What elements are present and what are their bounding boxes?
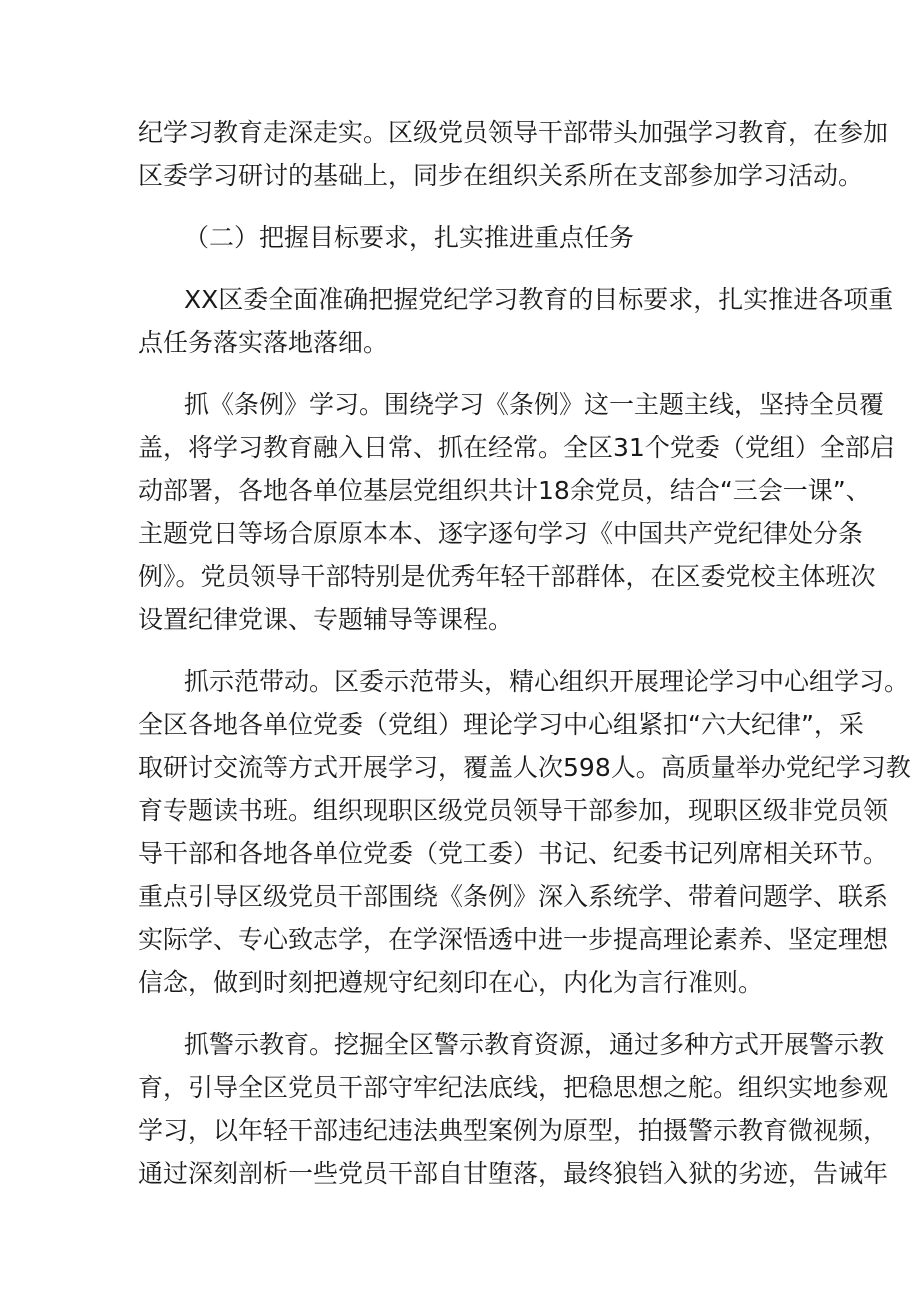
text-line: 育专题读书班。组织现职区级党员领导干部参加，现职区级非党员领	[138, 796, 889, 825]
text-line: 信念，做到时刻把遵规守纪刻印在心，内化为言行准则。	[138, 968, 764, 997]
text-line: 导干部和各地各单位党委（党工委）书记、纪委书记列席相关环节。	[138, 839, 889, 868]
text-line: 重点引导区级党员干部围绕《条例》深入系统学、带着问题学、联系	[138, 882, 889, 911]
section-heading: （二）把握目标要求，扎实推进重点任务	[184, 223, 635, 252]
text-line: 育，引导全区党员干部守牢纪法底线，把稳思想之舵。组织实地参观	[138, 1073, 889, 1102]
text-line: 通过深刻剖析一些党员干部自甘堕落，最终狼铛入狱的劣迹，告诫年	[138, 1159, 889, 1188]
text-line: 区委学习研讨的基础上，同步在组织关系所在支部参加学习活动。	[138, 161, 864, 190]
text-line: 全区各地各单位党委（党组）理论学习中心组紧扣“六大纪律”，采	[138, 710, 864, 739]
text-line: 抓警示教育。挖掘全区警示教育资源，通过多种方式开展警示教	[184, 1030, 885, 1059]
text-line: 抓《条例》学习。围绕学习《条例》这一主题主线，坚持全员覆	[184, 390, 885, 419]
text-line: 动部署，各地各单位基层党组织共计18余党员，结合“三会一课”、	[138, 476, 871, 505]
text-line: 纪学习教育走深走实。区级党员领导干部带头加强学习教育，在参加	[138, 118, 889, 147]
text-line: 点任务落实落地落细。	[138, 328, 389, 357]
text-line: 实际学、专心致志学，在学深悟透中进一步提高理论素养、坚定理想	[138, 925, 889, 954]
text-line: 学习，以年轻干部违纪违法典型案例为原型，拍摄警示教育微视频，	[138, 1116, 889, 1145]
text-line: 例》。党员领导干部特别是优秀年轻干部群体，在区委党校主体班次	[138, 562, 876, 591]
text-line: 盖，将学习教育融入日常、抓在经常。全区31个党委（党组）全部启	[138, 433, 895, 462]
text-line: 抓示范带动。区委示范带头，精心组织开展理论学习中心组学习。	[184, 667, 910, 696]
text-line: 取研讨交流等方式开展学习，覆盖人次598人。高质量举办党纪学习教	[138, 753, 911, 782]
text-line: XX区委全面准确把握党纪学习教育的目标要求，扎实推进各项重	[184, 285, 894, 314]
text-line: 设置纪律党课、专题辅导等课程。	[138, 605, 514, 634]
text-line: 主题党日等场合原原本本、逐字逐句学习《中国共产党纪律处分条	[138, 519, 864, 548]
